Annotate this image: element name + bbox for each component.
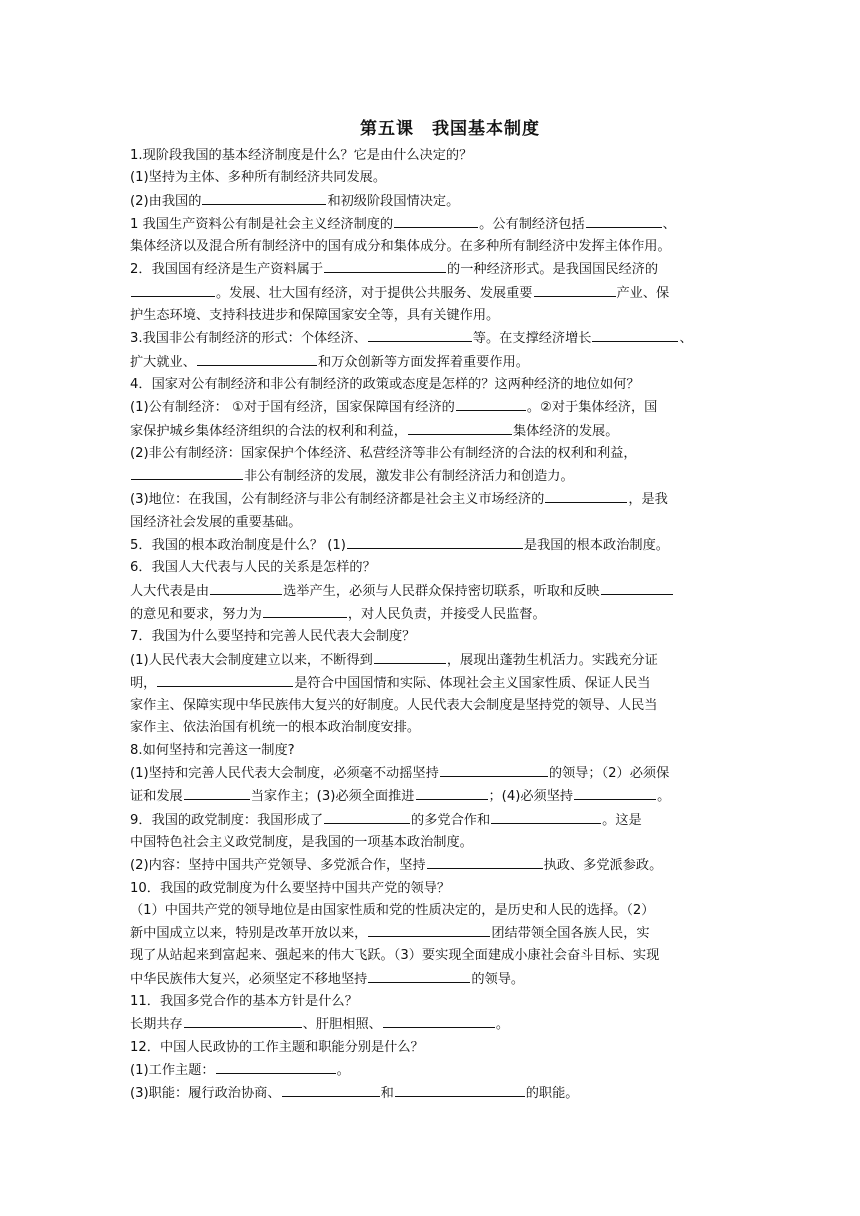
- line-text: 的领导；（2）必须保: [548, 766, 670, 782]
- answer-blank[interactable]: [395, 1082, 525, 1097]
- text-line: [130, 672, 770, 695]
- line-text: 长期共存: [130, 1017, 183, 1033]
- text-line: [130, 854, 770, 877]
- text-line: [130, 580, 770, 603]
- line-text: 。: [336, 1062, 350, 1078]
- text-line: [130, 327, 770, 350]
- answer-blank[interactable]: [545, 488, 627, 503]
- line-text: 的领导。: [471, 971, 525, 987]
- line-text: 2．我国国有经济是生产资料属于: [130, 262, 324, 278]
- line-text: (1)人民代表大会制度建立以来，不断得到: [130, 652, 373, 668]
- document-body: [130, 145, 770, 1105]
- answer-blank[interactable]: [324, 258, 446, 273]
- answer-blank[interactable]: [574, 785, 656, 800]
- line-text: （1）中国共产党的领导地位是由国家性质和党的性质决定的，是历史和人民的选择。（2）: [130, 902, 655, 918]
- line-text: ，展现出蓬勃生机活力。实践充分证: [446, 652, 658, 668]
- answer-blank[interactable]: [427, 854, 543, 869]
- line-text: 和: [380, 1086, 394, 1102]
- line-text: 执政、多党派参政。: [543, 858, 663, 874]
- text-line: [130, 832, 770, 854]
- text-line: [130, 945, 770, 967]
- answer-blank[interactable]: [601, 580, 673, 595]
- line-text: 8.如何坚持和完善这一制度?: [130, 742, 295, 758]
- answer-blank[interactable]: [157, 672, 293, 687]
- text-line: [130, 1059, 770, 1082]
- text-line: [130, 236, 770, 258]
- line-text: 等。在支撑经济增长: [472, 331, 592, 347]
- line-text: 的多党合作和: [411, 812, 491, 828]
- text-line: [130, 282, 770, 305]
- text-line: [130, 1082, 770, 1105]
- line-text: 、: [679, 331, 693, 347]
- text-line: [130, 900, 770, 922]
- line-text: 明，: [130, 675, 157, 691]
- line-text: 中国特色社会主义政党制度，是我国的一项基本政治制度。: [130, 834, 473, 850]
- answer-blank[interactable]: [197, 351, 317, 366]
- line-text: 。: [495, 1017, 510, 1033]
- text-line: [130, 603, 770, 626]
- line-text: 集体经济的发展。: [512, 423, 619, 439]
- answer-blank[interactable]: [586, 213, 662, 228]
- line-text: 选举产生，必须与人民群众保持密切联系，听取和反映: [283, 583, 600, 599]
- line-text: (1)坚持为主体、多种所有制经济共同发展。: [130, 170, 387, 186]
- line-text: 。②对于集体经济，国: [526, 400, 658, 416]
- line-text: 国经济社会发展的重要基础。: [130, 514, 302, 530]
- text-line: [130, 1013, 770, 1036]
- line-text: 、肝胆相照、: [302, 1017, 382, 1033]
- text-line: [130, 190, 770, 213]
- text-line: [130, 991, 770, 1013]
- answer-blank[interactable]: [491, 809, 601, 824]
- text-line: [130, 465, 770, 488]
- line-text: 集体经济以及混合所有制经济中的国有成分和集体成分。在多种所有制经济中发挥主体作用。: [130, 239, 671, 255]
- text-line: [130, 213, 770, 236]
- line-text: (3)职能：履行政治协商、: [130, 1086, 281, 1102]
- text-line: [130, 305, 770, 327]
- line-text: 11．我国多党合作的基本方针是什么？: [130, 993, 358, 1009]
- line-text: ，是我: [628, 492, 668, 508]
- line-text: ，对人民负责，并接受人民监督。: [347, 606, 546, 622]
- text-line: [130, 626, 770, 648]
- line-text: 的一种经济形式。是我国国民经济的: [447, 262, 659, 278]
- line-text: 7．我国为什么要坚持和完善人民代表大会制度？: [130, 629, 416, 645]
- text-line: [130, 396, 770, 419]
- answer-blank[interactable]: [440, 762, 548, 777]
- line-text: 。这是: [602, 812, 642, 828]
- line-text: 当家作主；(3)必须全面推进: [250, 789, 415, 805]
- answer-blank[interactable]: [394, 213, 478, 228]
- text-line: [130, 443, 770, 465]
- line-text: 中华民族伟大复兴，必须坚定不移地坚持: [130, 971, 368, 987]
- answer-blank[interactable]: [184, 785, 250, 800]
- text-line: [130, 420, 770, 443]
- answer-blank[interactable]: [408, 420, 512, 435]
- answer-blank[interactable]: [368, 922, 490, 937]
- line-text: 。发展、壮大国有经济，对于提供公共服务、发展重要: [216, 285, 533, 301]
- text-line: [130, 922, 770, 945]
- text-line: [130, 374, 770, 396]
- line-text: 4．国家对公有制经济和非公有制经济的政策或态度是怎样的？这两种经济的地位如何？: [130, 376, 640, 392]
- text-line: [130, 762, 770, 785]
- line-text: 是我国的根本政治制度。: [523, 538, 669, 554]
- line-text: 10．我国的政党制度为什么要坚持中国共产党的领导？: [130, 880, 451, 896]
- line-text: 产业、保: [616, 285, 670, 301]
- line-text: (1)坚持和完善人民代表大会制度，必须毫不动摇坚持: [130, 766, 439, 782]
- answer-blank[interactable]: [592, 327, 678, 342]
- answer-blank[interactable]: [202, 190, 326, 205]
- line-text: 证和发展: [130, 789, 183, 805]
- line-text: 团结带领全国各族人民，实: [491, 926, 650, 942]
- text-line: [130, 557, 770, 579]
- answer-blank[interactable]: [374, 649, 446, 664]
- text-line: [130, 488, 770, 511]
- text-line: [130, 740, 770, 762]
- line-text: (2)非公有制经济：国家保护个体经济、私营经济等非公有制经济的合法的权利和利益，: [130, 445, 637, 461]
- line-text: 是符合中国国情和实际、体现社会主义国家性质、保证人民当: [294, 675, 651, 691]
- line-text: 扩大就业、: [130, 354, 196, 370]
- answer-blank[interactable]: [216, 1059, 336, 1074]
- line-text: 9．我国的政党制度：我国形成了: [130, 812, 324, 828]
- line-text: 的意见和要求，努力为: [130, 606, 262, 622]
- line-text: 和万众创新等方面发挥着重要作用。: [317, 354, 529, 370]
- text-line: [130, 717, 770, 739]
- line-text: 新中国成立以来，特别是改革开放以来，: [130, 926, 368, 942]
- text-line: [130, 968, 770, 991]
- answer-blank[interactable]: [456, 396, 526, 411]
- line-text: 。: [657, 789, 671, 805]
- line-text: 护生态环境、支持科技进步和保障国家安全等，具有关键作用。: [130, 308, 500, 324]
- answer-blank[interactable]: [210, 580, 282, 595]
- answer-blank[interactable]: [368, 968, 470, 983]
- answer-blank[interactable]: [324, 809, 410, 824]
- text-line: [130, 351, 770, 374]
- text-line: [130, 145, 770, 167]
- line-text: 人大代表是由: [130, 583, 210, 599]
- line-text: 家保护城乡集体经济组织的合法的权利和利益，: [130, 423, 407, 439]
- line-text: (1)公有制经济： ①对于国有经济，国家保障国有经济的: [130, 400, 455, 416]
- line-text: 家作主、依法治国有机统一的根本政治制度安排。: [130, 720, 421, 736]
- line-text: 的职能。: [525, 1086, 579, 1102]
- line-text: (3)地位：在我国，公有制经济与非公有制经济都是社会主义市场经济的: [130, 492, 545, 508]
- line-text: 。公有制经济包括: [479, 216, 585, 232]
- line-text: 1.现阶段我国的基本经济制度是什么？它是由什么决定的？: [130, 148, 473, 163]
- text-line: [130, 167, 770, 189]
- line-text: 非公有制经济的发展，激发非公有制经济活力和创造力。: [244, 469, 574, 485]
- answer-blank[interactable]: [263, 603, 347, 618]
- text-line: [130, 809, 770, 832]
- text-line: [130, 878, 770, 900]
- answer-blank[interactable]: [131, 465, 243, 480]
- text-line: [130, 649, 770, 672]
- answer-blank[interactable]: [131, 282, 215, 297]
- answer-blank[interactable]: [383, 1013, 495, 1028]
- line-text: 和初级阶段国情决定。: [327, 193, 460, 209]
- text-line: [130, 1037, 770, 1059]
- line-text: ；(4)必须坚持: [488, 789, 574, 805]
- line-text: 1 我国生产资料公有制是社会主义经济制度的: [130, 216, 394, 232]
- line-text: (1)工作主题：: [130, 1062, 215, 1078]
- text-line: [130, 258, 770, 281]
- line-text: (2)由我国的: [130, 193, 202, 209]
- text-line: [130, 534, 770, 557]
- answer-blank[interactable]: [347, 534, 523, 549]
- line-text: 3.我国非公有制经济的形式：个体经济、: [130, 331, 367, 347]
- answer-blank[interactable]: [368, 327, 472, 342]
- text-line: [130, 785, 770, 808]
- answer-blank[interactable]: [184, 1013, 302, 1028]
- line-text: 现了从站起来到富起来、强起来的伟大飞跃。（3）要实现全面建成小康社会奋斗目标、实现: [130, 948, 660, 964]
- page-title: 第五课 我国基本制度: [360, 119, 540, 139]
- answer-blank[interactable]: [282, 1082, 380, 1097]
- answer-blank[interactable]: [534, 282, 616, 297]
- line-text: 家作主、保障实现中华民族伟大复兴的好制度。人民代表大会制度是坚持党的领导、人民当: [130, 698, 658, 714]
- line-text: 6．我国人大代表与人民的关系是怎样的？: [130, 560, 376, 576]
- line-text: 5．我国的根本政治制度是什么？ (1): [130, 538, 346, 554]
- line-text: 、: [662, 216, 676, 232]
- text-line: [130, 512, 770, 534]
- text-line: [130, 695, 770, 717]
- line-text: 12．中国人民政协的工作主题和职能分别是什么？: [130, 1039, 424, 1055]
- answer-blank[interactable]: [416, 785, 488, 800]
- line-text: (2)内容：坚持中国共产党领导、多党派合作，坚持: [130, 858, 426, 874]
